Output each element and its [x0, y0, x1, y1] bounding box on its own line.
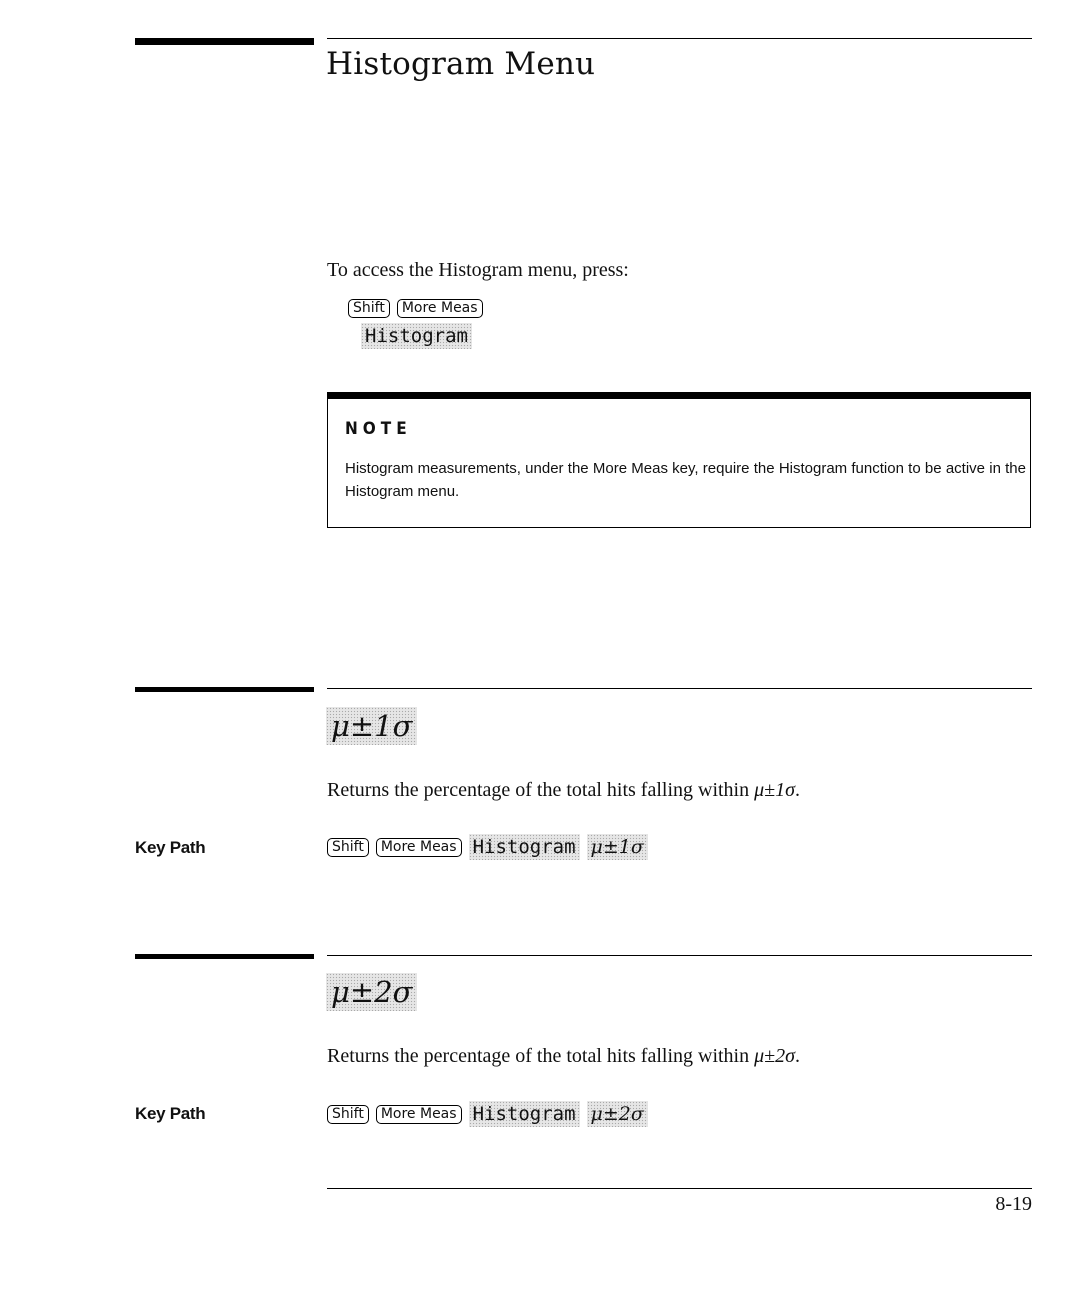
header-rule-mu-2-sigma	[327, 955, 1032, 956]
key-path-label: Key Path	[135, 1104, 206, 1123]
section-bar-histogram-menu	[135, 38, 314, 45]
histogram-softkey[interactable]: Histogram	[469, 1101, 580, 1127]
mu-2-sigma-softkey[interactable]: μ±2σ	[587, 1101, 648, 1127]
mu-1-sigma-softkey[interactable]: μ±1σ	[587, 834, 648, 860]
section-description-mu-2-sigma	[327, 1045, 800, 1068]
more-meas-key[interactable]: More Meas	[397, 299, 483, 318]
shift-key[interactable]: Shift	[327, 838, 369, 857]
note-box	[327, 392, 1031, 528]
page-number: 8-19	[995, 1193, 1032, 1215]
key-path-row-mu-2-sigma	[327, 1101, 648, 1127]
section-description-mu-1-sigma	[327, 779, 800, 802]
section-bar-mu-1-sigma	[135, 687, 314, 692]
description-symbol: μ±1σ	[754, 779, 795, 801]
intro-text: To access the Histogram menu, press:	[327, 259, 629, 281]
description-suffix: .	[795, 779, 800, 801]
description-prefix: Returns the percentage of the total hits falling within	[327, 1045, 755, 1067]
shift-key[interactable]: Shift	[348, 299, 390, 318]
description-symbol: μ±2σ	[754, 1045, 795, 1067]
page-title: Histogram Menu	[326, 46, 596, 82]
description-suffix: .	[795, 1045, 800, 1067]
section-heading-mu-2-sigma: μ±2σ	[326, 973, 417, 1011]
more-meas-key[interactable]: More Meas	[376, 838, 462, 857]
section-heading-mu-1-sigma: μ±1σ	[326, 707, 417, 745]
section-bar-mu-2-sigma	[135, 954, 314, 959]
note-text: Histogram measurements, under the More Meas key, require the Histogram function to be active in the Histogram menu.	[345, 460, 1026, 500]
header-rule-mu-1-sigma	[327, 688, 1032, 689]
more-meas-key[interactable]: More Meas	[376, 1105, 462, 1124]
note-label: NOTE	[345, 419, 412, 439]
footer-rule	[327, 1188, 1032, 1189]
histogram-softkey[interactable]: Histogram	[361, 323, 472, 349]
intro-hardkey-row	[348, 299, 483, 318]
header-rule-histogram-menu	[327, 38, 1032, 39]
key-path-label: Key Path	[135, 838, 206, 857]
shift-key[interactable]: Shift	[327, 1105, 369, 1124]
description-prefix: Returns the percentage of the total hits falling within	[327, 779, 755, 801]
histogram-softkey[interactable]: Histogram	[469, 834, 580, 860]
key-path-row-mu-1-sigma	[327, 834, 648, 860]
intro-softkey-row	[361, 323, 472, 349]
